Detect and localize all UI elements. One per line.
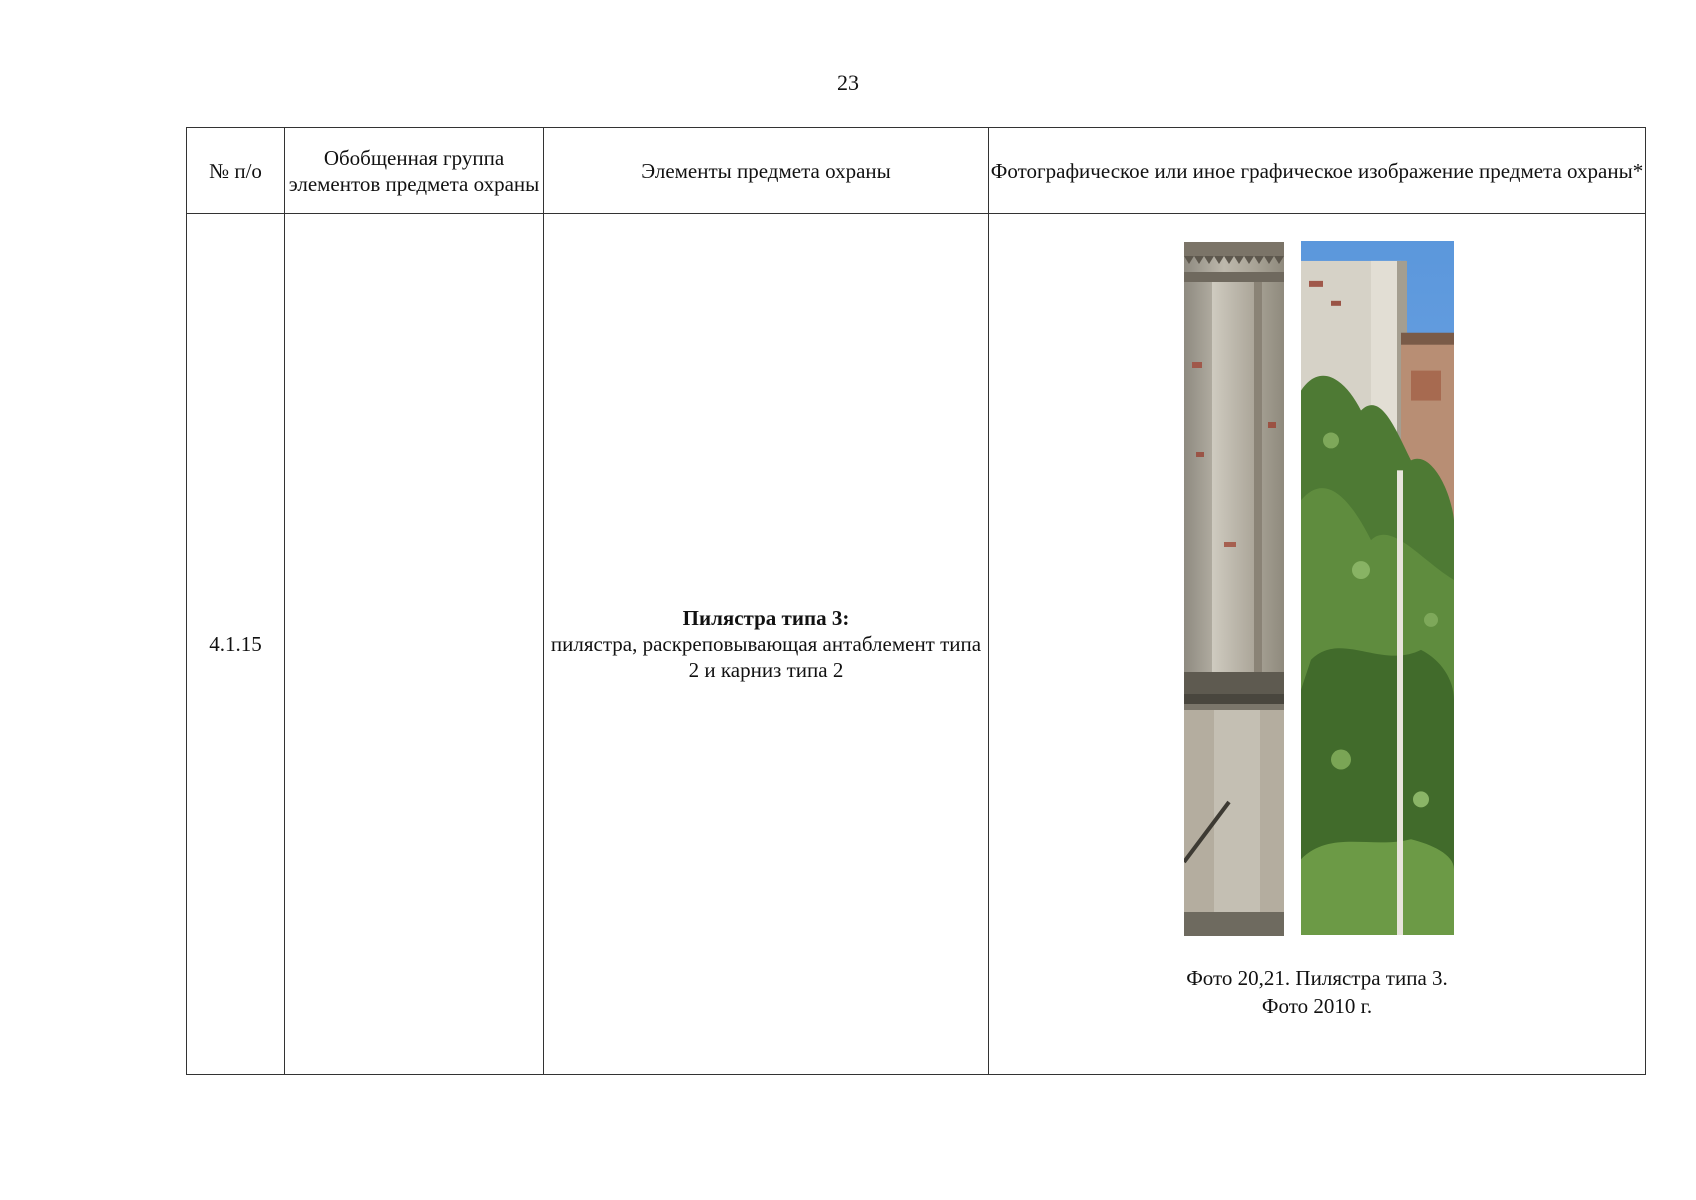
- header-number: № п/о: [187, 128, 285, 214]
- row-group: [285, 214, 544, 1075]
- header-elements: Элементы предмета охраны: [544, 128, 989, 214]
- row-image-cell: [989, 214, 1646, 1075]
- protection-table: [186, 127, 1646, 1075]
- caption-line-2: Фото 2010 г.: [1261, 994, 1373, 1018]
- header-group: Обобщенная группа элементов предмета охраны: [285, 128, 544, 214]
- photo-pilaster-right: [1301, 241, 1454, 935]
- row-number: 4.1.15: [187, 214, 285, 1075]
- photo-pilaster-left: [1184, 242, 1284, 936]
- element-title: Пилястра типа 3:: [682, 606, 850, 630]
- element-description: пилястра, раскреповывающая антаблемент типа 2 и карниз типа 2: [550, 632, 982, 682]
- table-header-row: [187, 128, 1646, 214]
- photo-group: [1184, 242, 1454, 936]
- photo-caption: [989, 964, 1645, 1020]
- table-row: [187, 214, 1646, 1075]
- caption-line-1: Фото 20,21. Пилястра типа 3.: [1186, 966, 1448, 990]
- row-element: [544, 214, 989, 1075]
- header-image: Фотографическое или иное графическое изображение предмета охраны*: [989, 128, 1646, 214]
- page-number: 23: [837, 70, 859, 95]
